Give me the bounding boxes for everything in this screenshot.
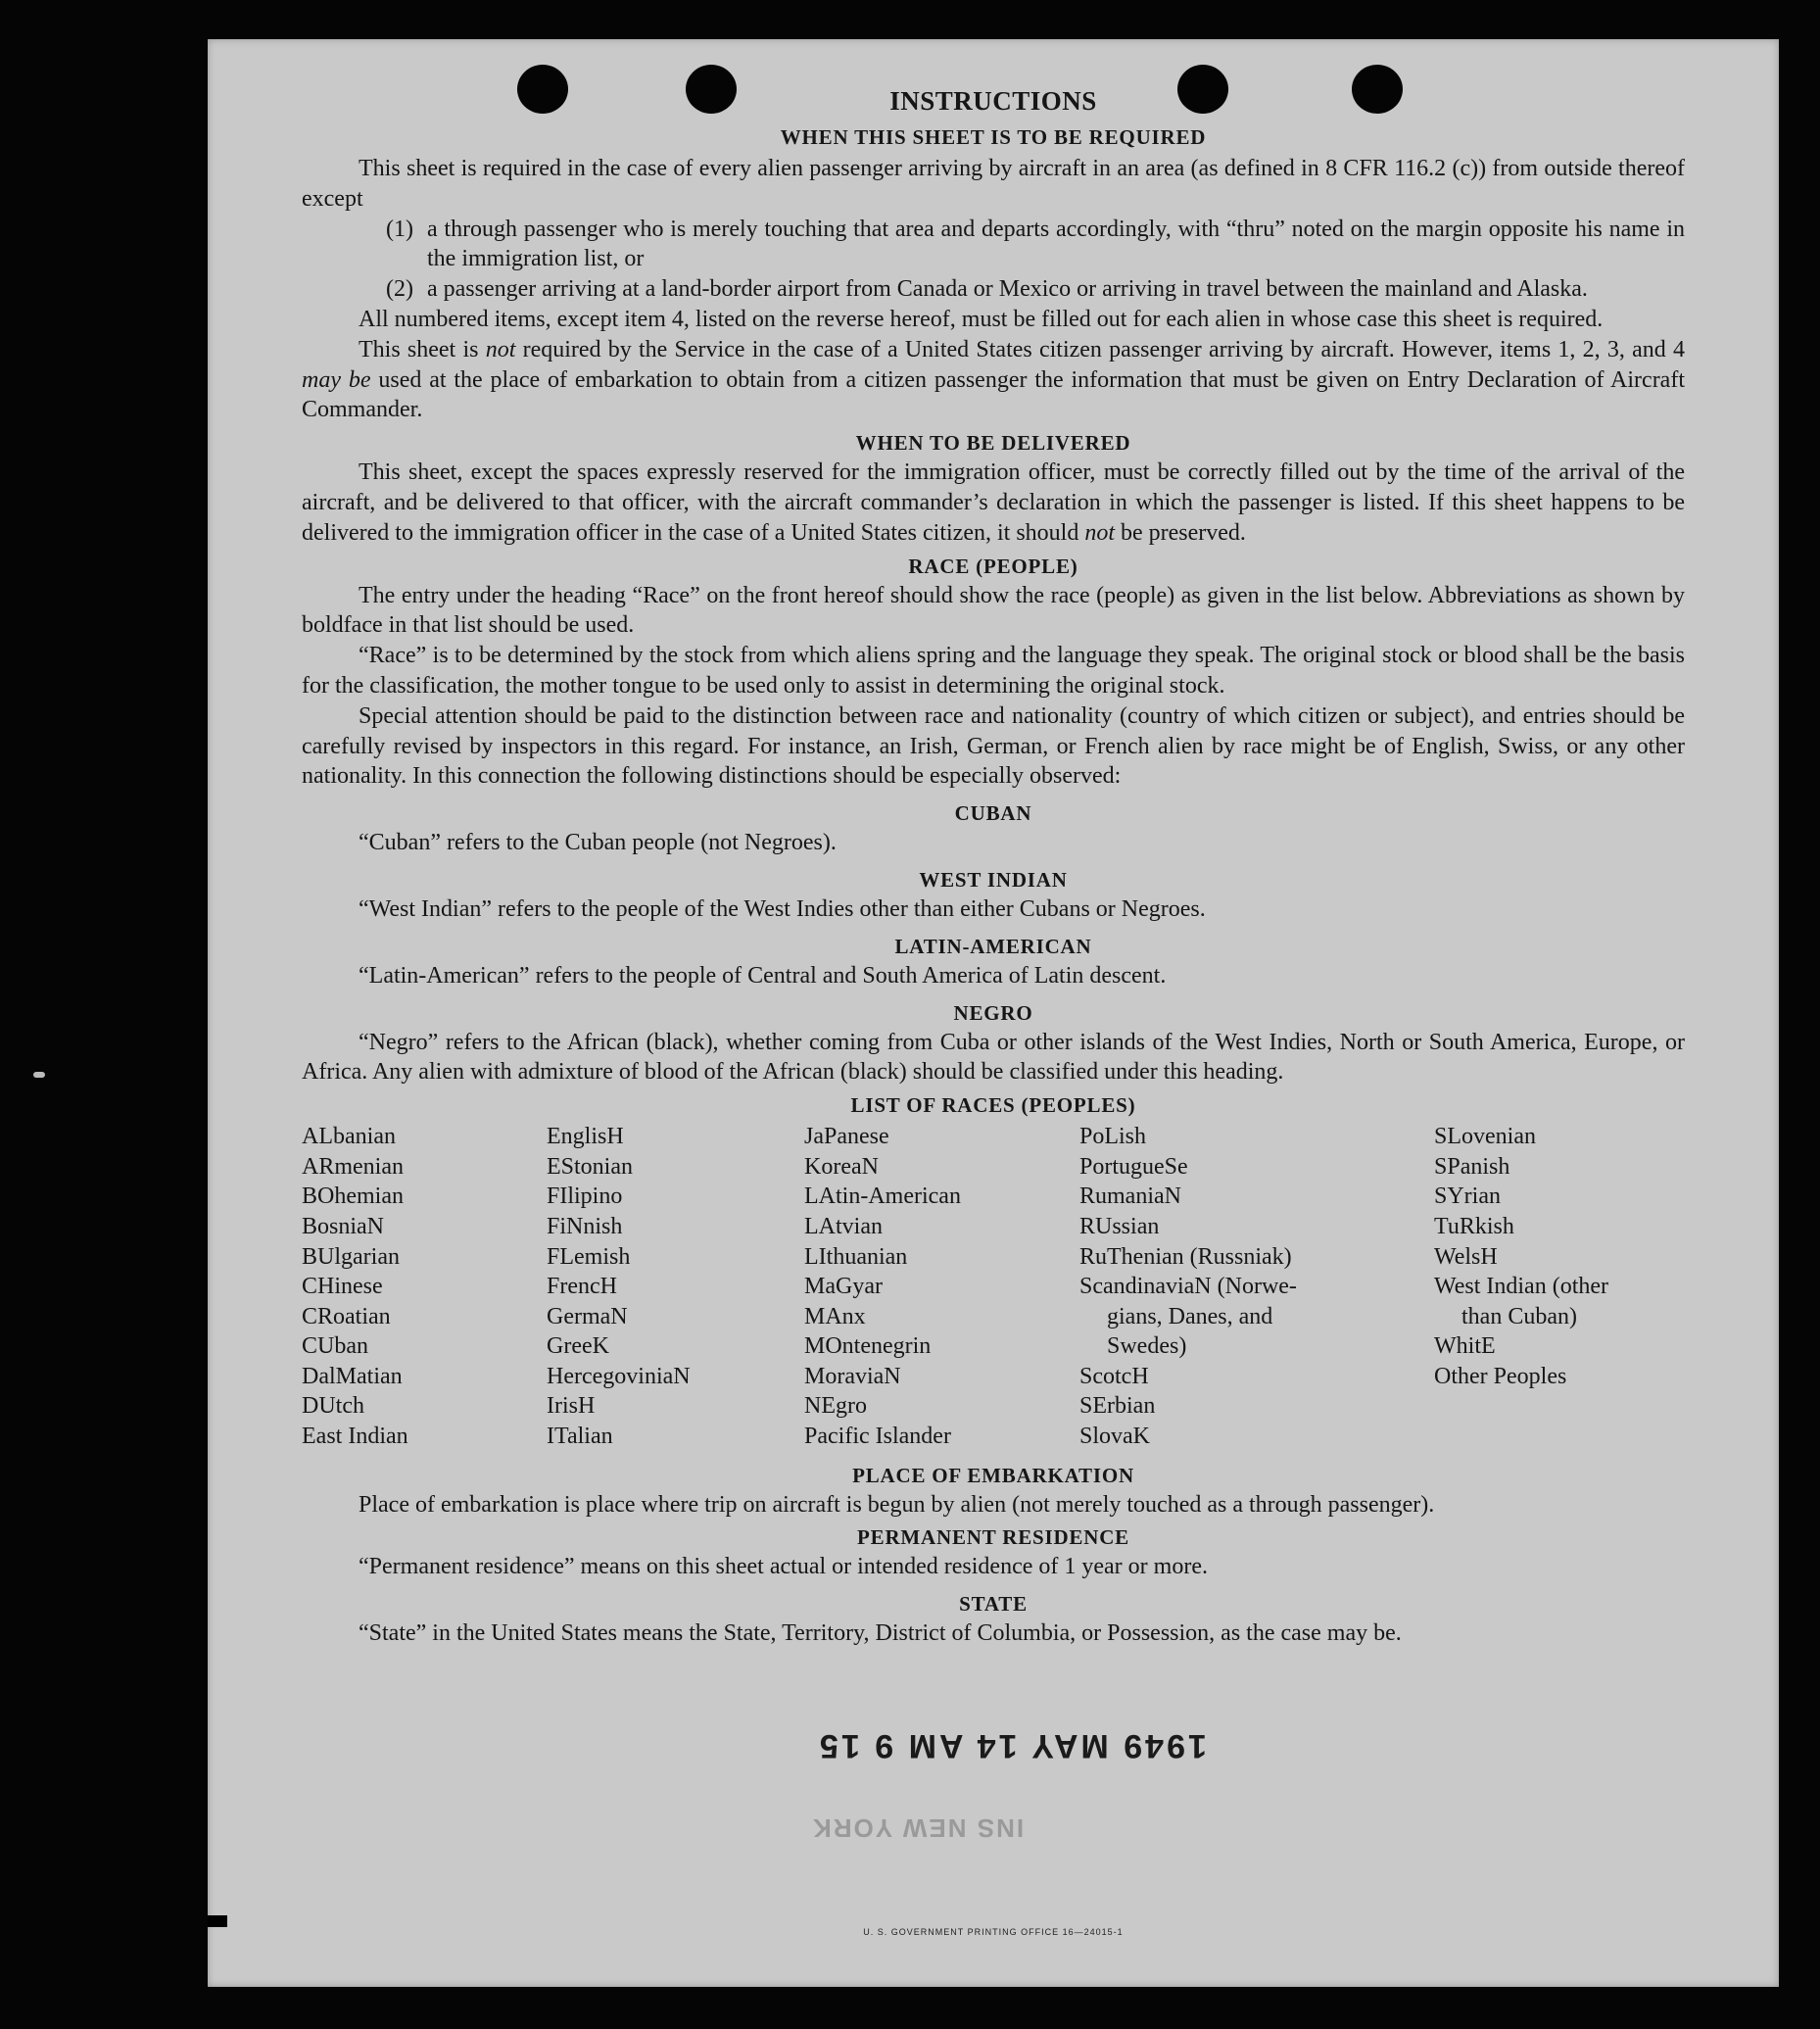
race-entry: IrisH (547, 1393, 596, 1420)
paragraph-negro: “Negro” refers to the African (black), whether coming from Cuba or other islands of the West Indies, North or South America, Europe, or Africa. Any alien with admixture of blood of the African (black) should be classified under this heading. (302, 1029, 1685, 1086)
scan-mark (208, 1915, 227, 1927)
race-entry: TuRkish (1434, 1213, 1514, 1239)
race-entry: FIlipino (547, 1184, 623, 1210)
race-entry: WelsH (1434, 1243, 1498, 1270)
paragraph-required: This sheet is required in the case of every alien passenger arriving by aircraft in an area (as defined in 8 CFR 116.2 (c)) from outside thereof except (302, 156, 1685, 212)
race-entry: gians, Danes, and (1107, 1303, 1273, 1329)
race-entry: BOhemian (302, 1184, 404, 1210)
list-item (302, 274, 1685, 305)
race-entry: MaGyar (804, 1274, 883, 1300)
races-column (302, 1122, 547, 1452)
race-entry: PoLish (1079, 1124, 1147, 1150)
heading-embarkation: PLACE OF EMBARKATION (852, 1463, 1134, 1487)
paragraph-latin-american: “Latin-American” refers to the people of Central and South America of Latin descent. (359, 962, 1167, 989)
paragraph-race-2: “Race” is to be determined by the stock from which aliens spring and the language they speak. The original stock or blood shall be the basis for the classification, the mother tongue to be used only to assist in determining the original stock. (302, 643, 1685, 699)
race-entry: ARmenian (302, 1153, 404, 1180)
race-entry: EStonian (547, 1153, 633, 1180)
race-entry: MoraviaN (804, 1363, 901, 1389)
paragraph-west-indian: “West Indian” refers to the people of the West Indies other than either Cubans or Negroes. (359, 895, 1206, 922)
race-entry: ITalian (547, 1424, 613, 1450)
race-entry: ScandinaviaN (Norwe- (1079, 1274, 1297, 1300)
heading-cuban: CUBAN (954, 801, 1032, 826)
heading-race: RACE (PEOPLE) (908, 554, 1078, 578)
document-page (208, 39, 1779, 1987)
heading-when-required: WHEN THIS SHEET IS TO BE REQUIRED (780, 125, 1207, 149)
race-entry: DUtch (302, 1393, 364, 1420)
race-entry: CRoatian (302, 1303, 391, 1329)
race-entry: SPanish (1434, 1153, 1510, 1180)
race-entry: than Cuban) (1461, 1303, 1577, 1329)
races-column (804, 1122, 1079, 1452)
race-entry: CHinese (302, 1274, 383, 1300)
race-entry: ALbanian (302, 1124, 396, 1150)
races-table (302, 1122, 1685, 1452)
race-entry: DalMatian (302, 1363, 403, 1389)
list-number: (1) (386, 216, 413, 242)
race-entry: Swedes) (1107, 1333, 1187, 1360)
office-stamp: INS NEW YORK (811, 1813, 1025, 1843)
race-entry: FrencH (547, 1274, 617, 1300)
race-entry: SYrian (1434, 1184, 1501, 1210)
list-text: a through passenger who is merely touching that area and departs accordingly, with “thru” noted on the margin opposite his name in the immigration list, or (427, 216, 1685, 272)
race-entry: BosniaN (302, 1213, 384, 1239)
heading-state: STATE (959, 1592, 1028, 1617)
race-entry: FLemish (547, 1243, 631, 1270)
paragraph-race-1: The entry under the heading “Race” on the front hereof should show the race (people) as given in the list below. Abbreviations as shown by boldface in that list should be used. (302, 582, 1685, 639)
list-item (302, 215, 1685, 275)
race-entry: KoreaN (804, 1153, 879, 1180)
race-entry: BUlgarian (302, 1243, 400, 1270)
heading-negro: NEGRO (953, 1000, 1033, 1025)
race-entry: LIthuanian (804, 1243, 908, 1270)
race-entry: MOntenegrin (804, 1333, 932, 1360)
paragraph-race-3: Special attention should be paid to the distinction between race and nationality (country of which citizen or subject), and entries should be carefully revised by inspectors in this regard. For instance, an Irish, German, or French alien by race might be of English, Swiss, or any other nationality. In this connection the following distinctions should be especially observed: (302, 702, 1685, 790)
races-column (1079, 1122, 1434, 1452)
heading-west-indian: WEST INDIAN (919, 867, 1068, 892)
scan-mark (33, 1072, 45, 1078)
instructions-body (302, 154, 1685, 1649)
race-entry: Other Peoples (1434, 1363, 1567, 1389)
race-entry: WhitE (1434, 1333, 1496, 1360)
races-column (547, 1122, 804, 1452)
paragraph-delivered: This sheet, except the spaces expressly reserved for the immigration officer, must be correctly filled out by the time of the arrival of the aircraft, and be delivered to that officer, with the aircraft commander’s declaration in which the passenger is listed. If this sheet happens to be delivered to the immigration officer in the case of a United States citizen, it should not be preserved. (302, 459, 1685, 546)
race-entry: JaPanese (804, 1124, 889, 1150)
page-title: INSTRUCTIONS (889, 86, 1097, 116)
race-entry: East Indian (302, 1424, 408, 1450)
race-entry: HercegoviniaN (547, 1363, 691, 1389)
race-entry: NEgro (804, 1393, 867, 1420)
race-entry: FiNnish (547, 1213, 623, 1239)
race-entry: LAtvian (804, 1213, 883, 1239)
race-entry: Pacific Islander (804, 1424, 951, 1450)
race-entry: RuThenian (Russniak) (1079, 1243, 1292, 1270)
paragraph-numbered-items: All numbered items, except item 4, listed on the reverse hereof, must be filled out for each alien in whose case this sheet is required. (359, 306, 1604, 332)
race-entry: RumaniaN (1079, 1184, 1181, 1210)
race-entry: West Indian (other (1434, 1274, 1609, 1300)
list-text: a passenger arriving at a land-border airport from Canada or Mexico or arriving in travel between the mainland and Alaska. (427, 276, 1588, 303)
list-number: (2) (386, 276, 413, 303)
race-entry: SErbian (1079, 1393, 1156, 1420)
printer-line: U. S. GOVERNMENT PRINTING OFFICE 16—24015-1 (863, 1927, 1124, 1937)
race-entry: LAtin-American (804, 1184, 961, 1210)
races-column (1434, 1122, 1685, 1452)
heading-latin-american: LATIN-AMERICAN (894, 934, 1092, 958)
race-entry: ScotcH (1079, 1363, 1149, 1389)
date-stamp: 1949 MAY 14 AM 9 15 (817, 1727, 1207, 1764)
paragraph-embarkation: Place of embarkation is place where trip on aircraft is begun by alien (not merely touched as a through passenger). (359, 1491, 1435, 1518)
heading-residence: PERMANENT RESIDENCE (857, 1525, 1129, 1550)
heading-when-delivered: WHEN TO BE DELIVERED (855, 431, 1131, 456)
race-entry: MAnx (804, 1303, 866, 1329)
heading-list-of-races: LIST OF RACES (PEOPLES) (850, 1093, 1136, 1118)
paragraph-citizen: This sheet is not required by the Service in the case of a United States citizen passenger arriving by aircraft. However, items 1, 2, 3, and 4 may be used at the place of embarkation to obtain from a citizen passenger the information that must be given on Entry Declaration of Aircraft Commander. (302, 336, 1685, 423)
race-entry: SLovenian (1434, 1124, 1536, 1150)
paragraph-residence: “Permanent residence” means on this sheet actual or intended residence of 1 year or more. (359, 1554, 1208, 1580)
race-entry: PortugueSe (1079, 1153, 1188, 1180)
race-entry: GreeK (547, 1333, 609, 1360)
race-entry: EnglisH (547, 1124, 624, 1150)
paragraph-state: “State” in the United States means the State, Territory, District of Columbia, or Possession, as the case may be. (359, 1620, 1402, 1647)
race-entry: RUssian (1079, 1213, 1160, 1239)
paragraph-cuban: “Cuban” refers to the Cuban people (not Negroes). (359, 830, 837, 856)
race-entry: CUban (302, 1333, 368, 1360)
race-entry: SlovaK (1079, 1424, 1150, 1450)
race-entry: GermaN (547, 1303, 628, 1329)
